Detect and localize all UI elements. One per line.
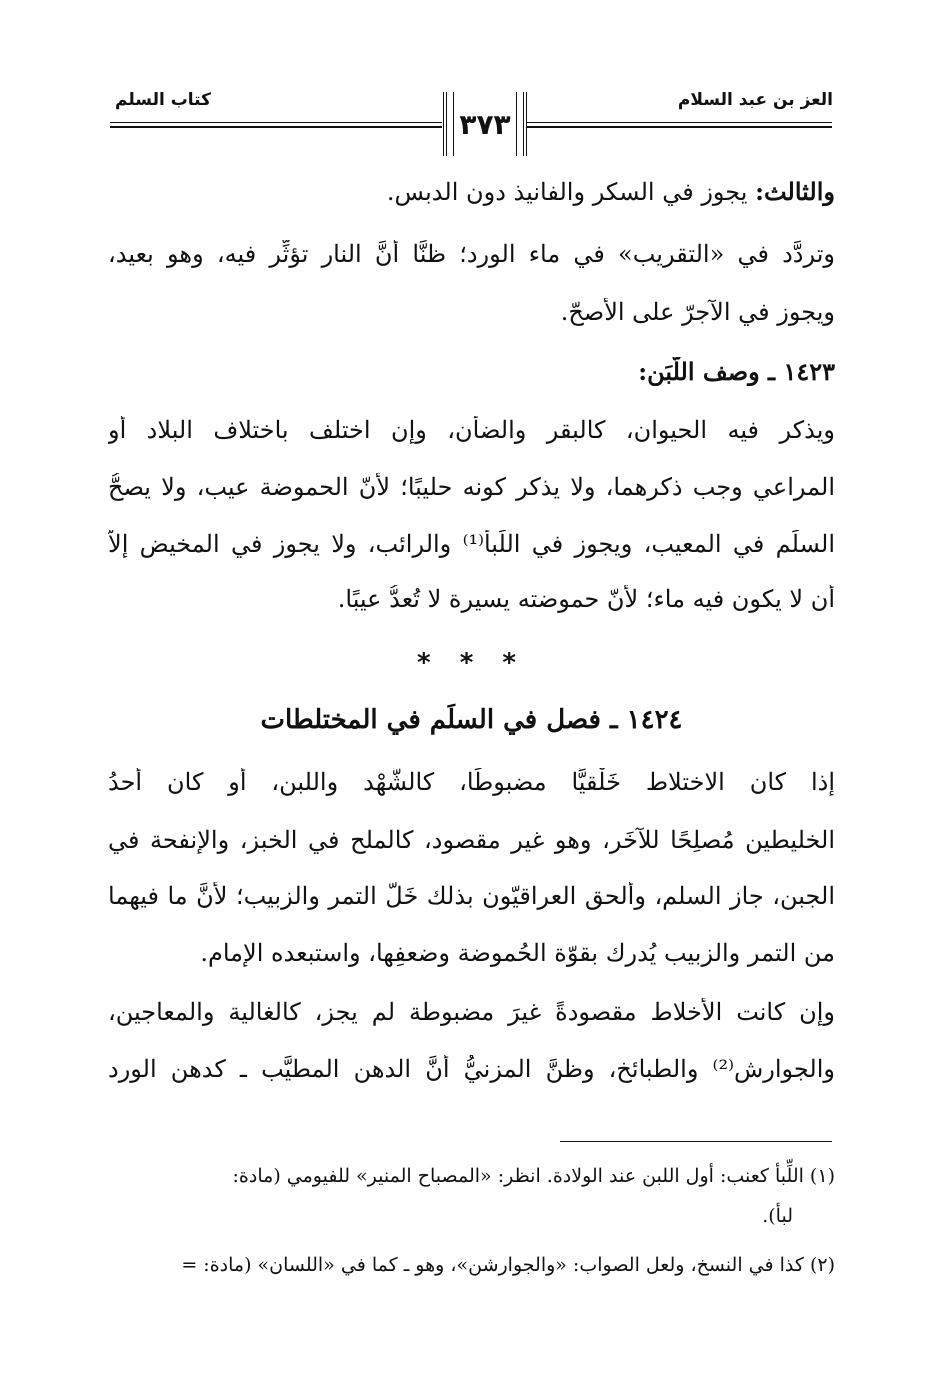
paragraph-third bbox=[108, 177, 835, 206]
text-line: ويجوز في الآجرّ على الأصحّ. bbox=[560, 298, 835, 326]
section-separator: * * * bbox=[417, 648, 526, 678]
footnote-2: (٢) كذا في النسخ، ولعل الصواب: «والجوارشن»، وهو ـ كما في «اللسان» (مادة: = bbox=[181, 1254, 835, 1276]
text-line: السلَم في المعيب، ويجوز في اللِّبأ⁽¹⁾ والرائب، ولا يجوز في المخيض إلاّ bbox=[108, 530, 835, 558]
page-number-frame bbox=[443, 92, 527, 156]
text-line: ويذكر فيه الحيوان، كالبقر والضأن، وإن اختلف باختلاف البلاد أو bbox=[108, 416, 835, 444]
text-line: وتردَّد في «التقريب» في ماء الورد؛ ظنًّا أنَّ النار تؤثِّر فيه، وهو بعيد، bbox=[108, 240, 835, 268]
header-rule-left-thick bbox=[110, 126, 442, 128]
section-heading-1424: ١٤٢٤ ـ فصل في السلَم في المختلطات bbox=[260, 705, 683, 735]
text-line: وإن كانت الأخلاط مقصودةً غيرَ مضبوطة لم يجز، كالغالية والمعاجين، bbox=[108, 998, 835, 1026]
text-line: والجوارش⁽²⁾ والطبائخ، وظنَّ المزنيُّ أنَّ الدهن المطيَّب ـ كدهن الورد bbox=[108, 1055, 835, 1083]
header-rule-right-thick bbox=[527, 126, 832, 128]
paragraph-label: والثالث: bbox=[755, 177, 835, 206]
text-line: أن لا يكون فيه ماء؛ لأنّ حموضته يسيرة لا تُعدُّ عيبًا. bbox=[337, 585, 835, 613]
text-line: الجبن، جاز السلم، وألحق العراقيّون بذلك خَلَّ التمر والزبيب؛ لأنَّ ما فيهما bbox=[108, 882, 835, 910]
text-line: إذا كان الاختلاط خَلْقيًّا مضبوطًا، كالشَّهْد واللبن، أو كان أحدُ bbox=[108, 768, 835, 796]
footnote-separator bbox=[560, 1141, 832, 1142]
page-number: ٣٧٣ bbox=[459, 107, 511, 141]
text-line: المراعي وجب ذكرهما، ولا يذكر كونه حليبًا؛ لأنّ الحموضة عيب، ولا يصحُّ bbox=[108, 473, 835, 501]
footnote-1-continued: لبأ). bbox=[762, 1205, 793, 1227]
running-header-chapter: كتاب السلم bbox=[115, 90, 211, 110]
text-line: الخليطين مُصلِحًا للآخَر، وهو غير مقصود، كالملح في الخبز، والإنفحة في bbox=[108, 826, 835, 854]
footnote-1: (١) اللِّبأ كعنب: أول اللبن عند الولادة. انظر: «المصباح المنير» للفيومي (مادة: bbox=[232, 1165, 835, 1187]
paragraph-text: يجوز في السكر والفانيذ دون الدبس. bbox=[386, 178, 748, 206]
section-heading-1423: ١٤٢٣ ـ وصف اللَّبَن: bbox=[638, 357, 835, 386]
text-line: من التمر والزبيب يُدرك بقوّة الحُموضة وضعفِها، واستبعده الإمام. bbox=[200, 939, 835, 967]
header-rule-left bbox=[110, 122, 442, 123]
header-rule-right bbox=[527, 122, 832, 123]
running-header-author: العز بن عبد السلام bbox=[677, 90, 833, 110]
